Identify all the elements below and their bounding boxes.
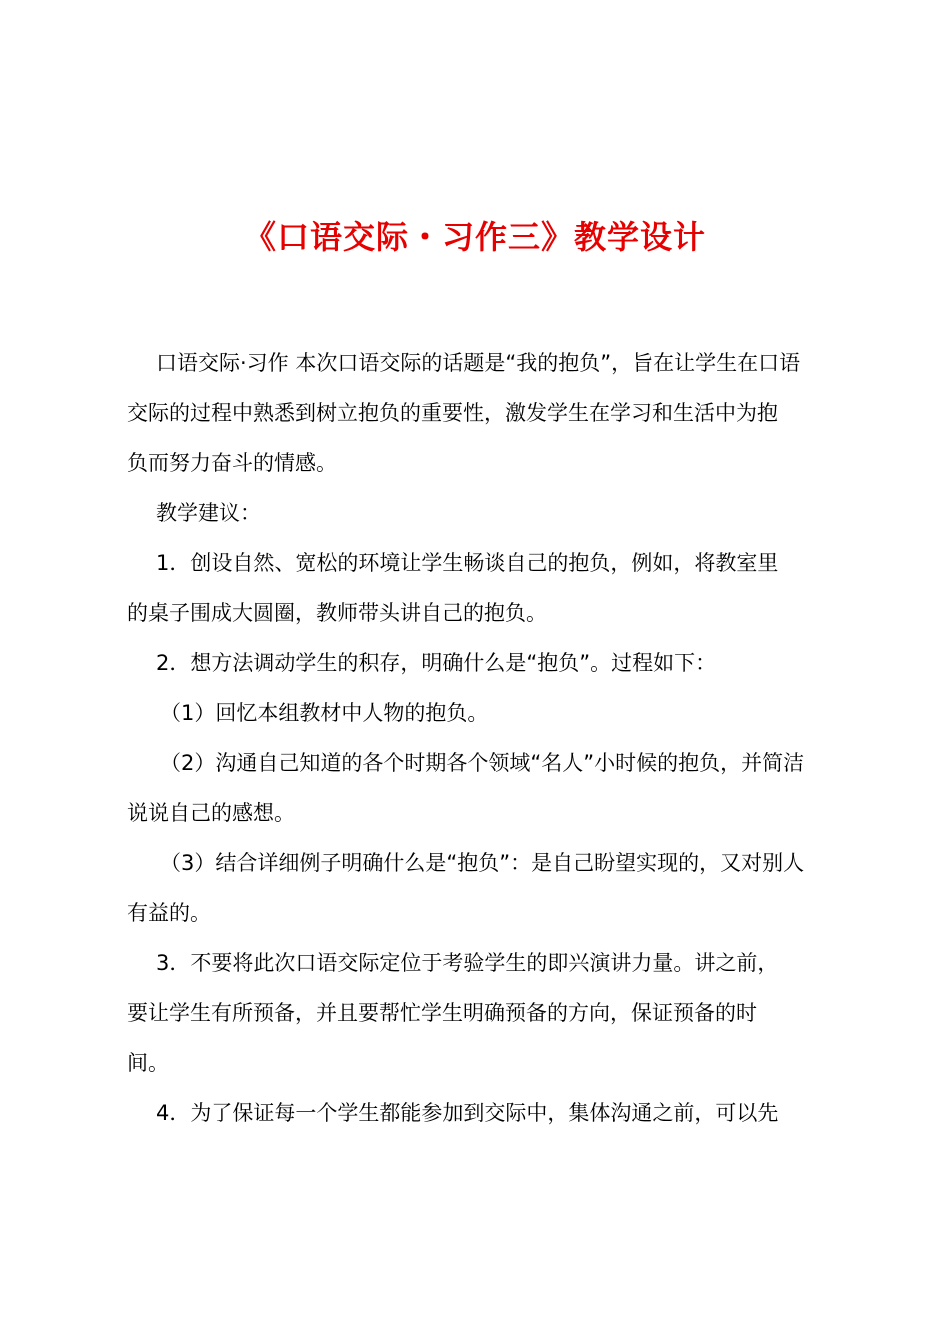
paragraph-line: 有益的。 (127, 901, 211, 925)
paragraph-line: 间。 (127, 1051, 169, 1075)
paragraph-line: 的桌子围成大圆圈，教师带头讲自己的抱负。 (127, 601, 547, 625)
paragraph-line: 2．想方法调动学生的积存，明确什么是“抱负”。过程如下： (156, 651, 717, 675)
paragraph-line: 3．不要将此次口语交际定位于考验学生的即兴演讲力量。讲之前， (156, 951, 779, 975)
document-title: 《口语交际・习作三》教学设计 (243, 218, 706, 256)
paragraph-line: （1）回忆本组教材中人物的抱负。 (160, 701, 489, 725)
paragraph-line: 交际的过程中熟悉到树立抱负的重要性，激发学生在学习和生活中为抱 (127, 401, 778, 425)
paragraph-line: （3）结合详细例子明确什么是“抱负”：是自己盼望实现的，又对别人 (160, 851, 805, 875)
paragraph-line: 口语交际·习作 本次口语交际的话题是“我的抱负”，旨在让学生在口语 (156, 351, 801, 375)
paragraph-line: 4．为了保证每一个学生都能参加到交际中，集体沟通之前，可以先 (156, 1101, 779, 1125)
paragraph-line: 负而努力奋斗的情感。 (127, 451, 337, 475)
paragraph-line: （2）沟通自己知道的各个时期各个领域“名人”小时候的抱负，并简洁 (160, 751, 805, 775)
paragraph-line: 教学建议： (156, 501, 261, 525)
paragraph-line: 1．创设自然、宽松的环境让学生畅谈自己的抱负，例如，将教室里 (156, 551, 779, 575)
paragraph-line: 要让学生有所预备，并且要帮忙学生明确预备的方向，保证预备的时 (127, 1001, 757, 1025)
paragraph-line: 说说自己的感想。 (127, 801, 295, 825)
